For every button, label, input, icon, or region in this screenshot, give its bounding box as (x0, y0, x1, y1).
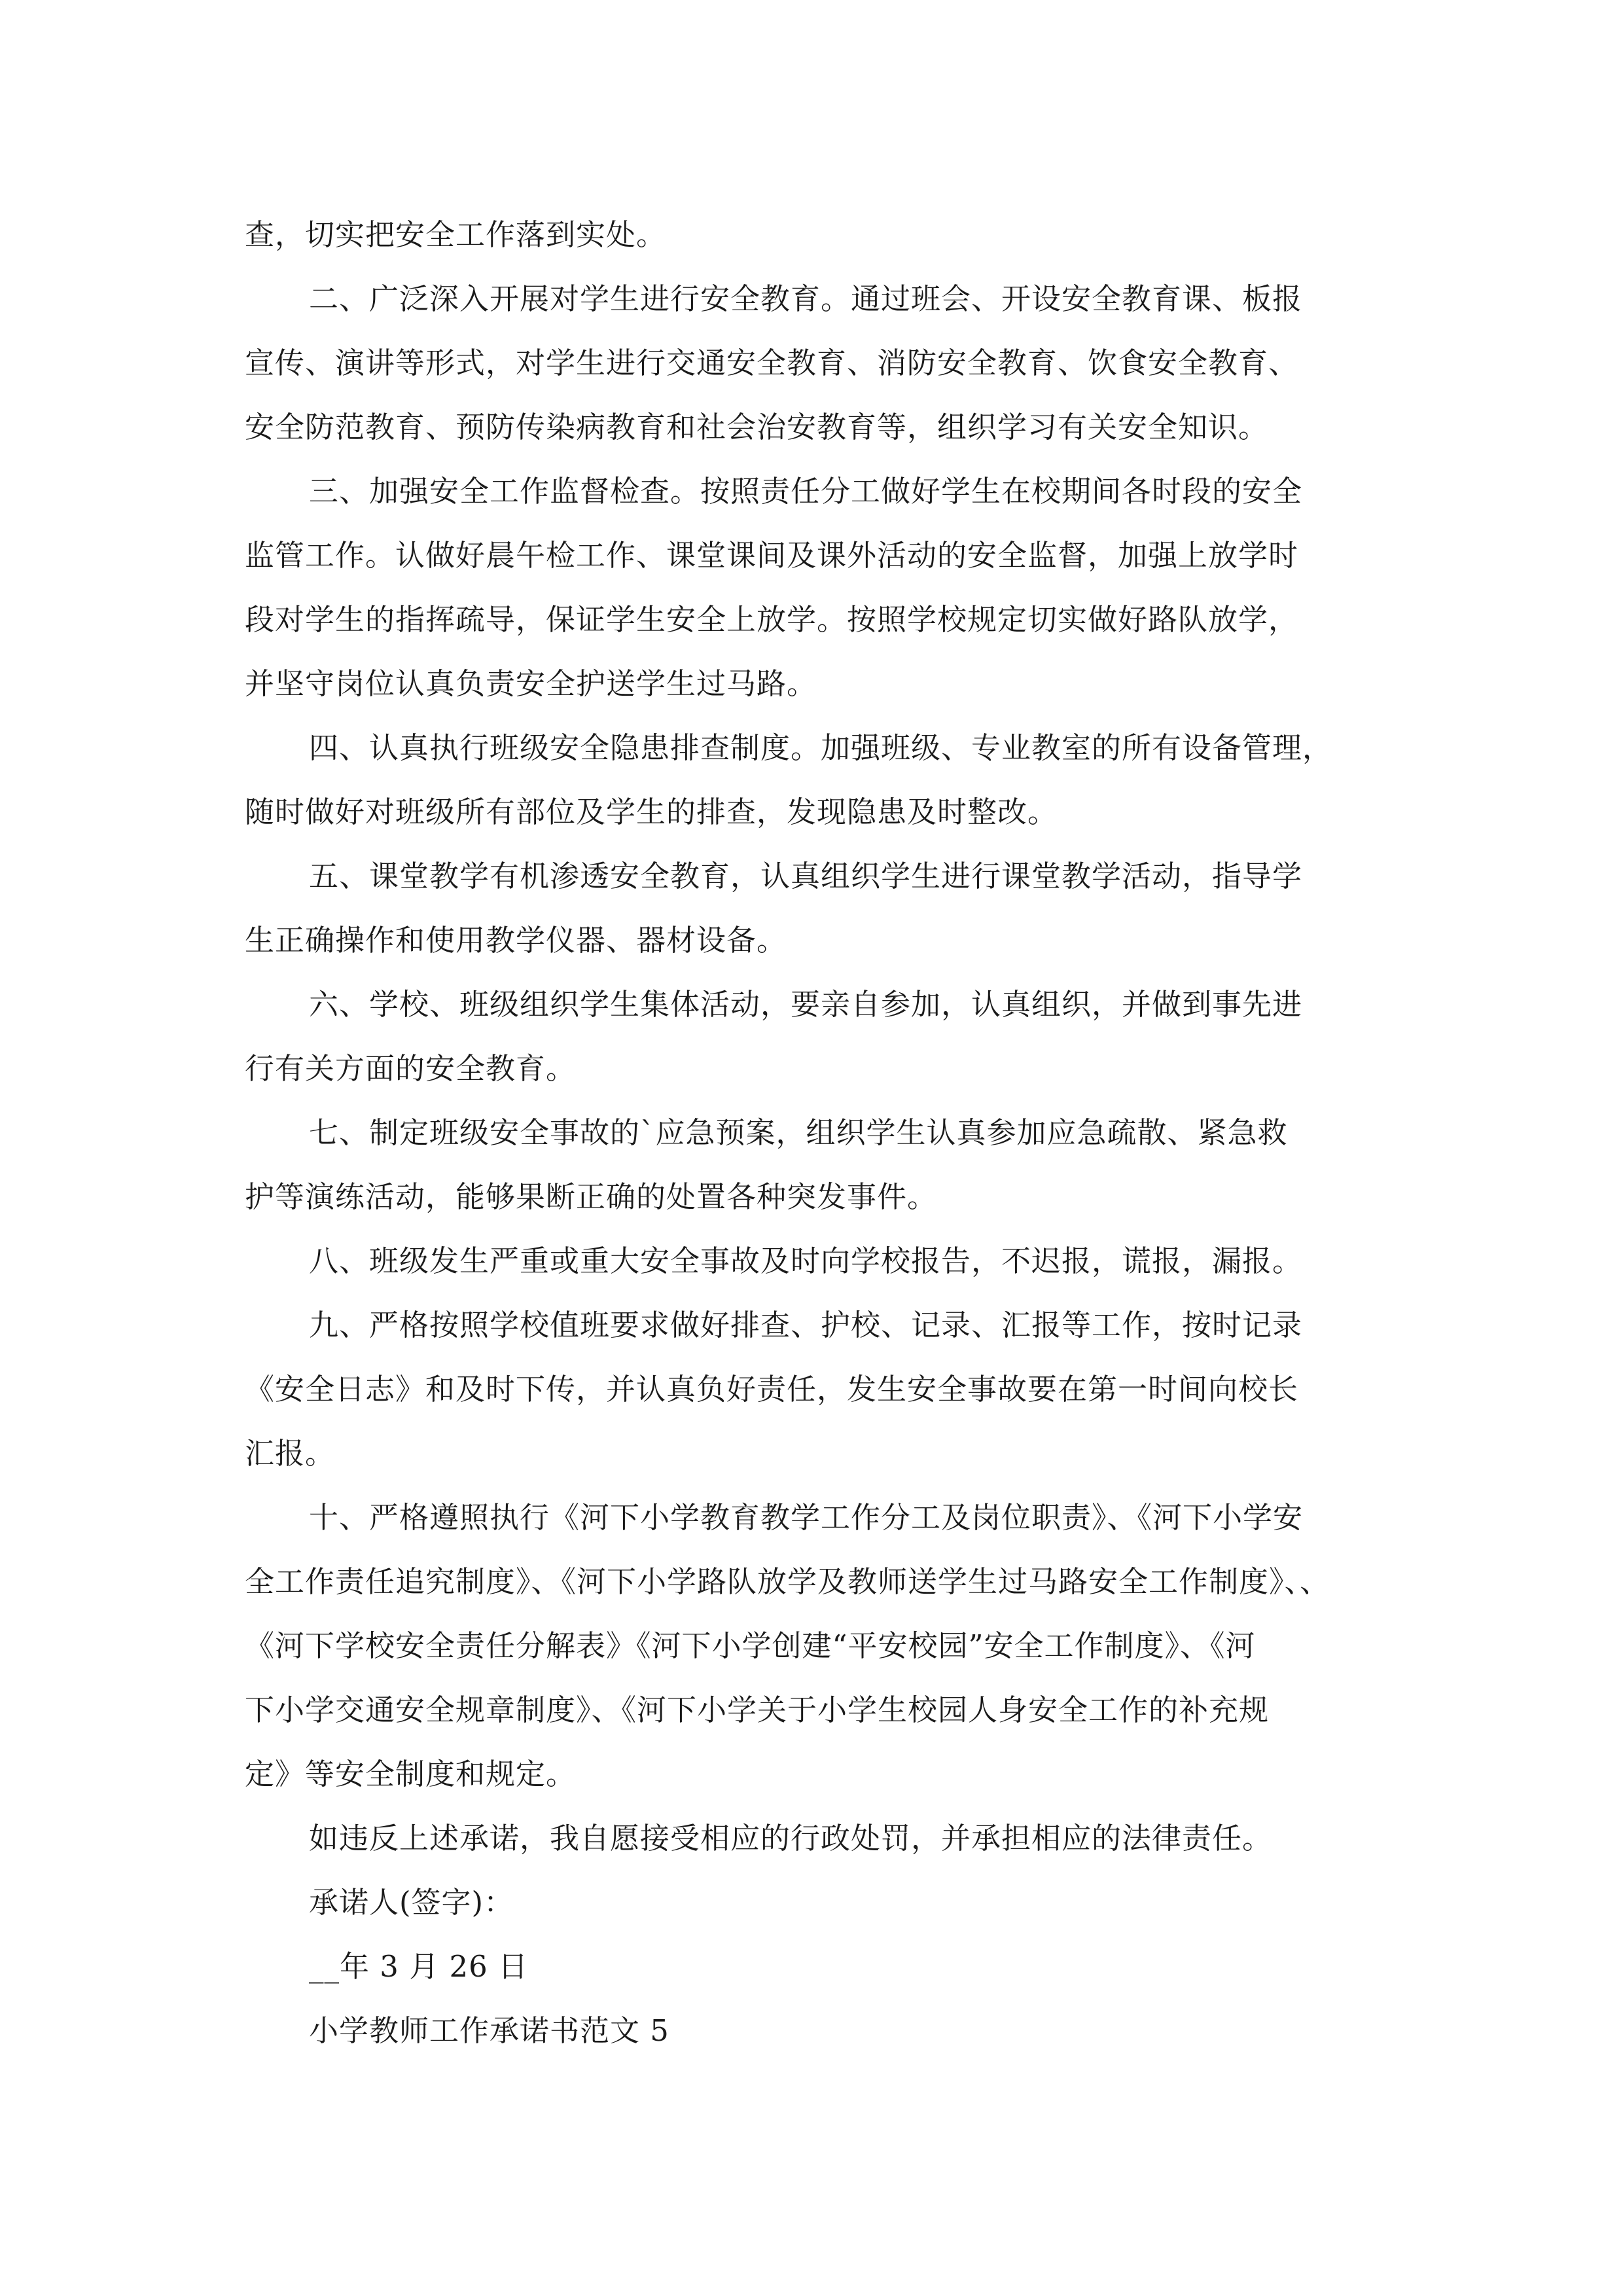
violation-statement: 如违反上述承诺，我自愿接受相应的行政处罚，并承担相应的法律责任。 (309, 1821, 1273, 1856)
date-line: __年 3 月 26 日 (309, 1949, 529, 1984)
text-line: 安全防范教育、预防传染病教育和社会治安教育等，组织学习有关安全知识。 (245, 410, 1269, 444)
document-body (245, 203, 1383, 2063)
text-line: 宣传、演讲等形式，对学生进行交通安全教育、消防安全教育、饮食安全教育、 (245, 346, 1299, 380)
text-line: 监管工作。认做好晨午检工作、课堂课间及课外活动的安全监督，加强上放学时 (245, 538, 1299, 573)
text-line: 查，切实把安全工作落到实处。 (245, 217, 667, 252)
paragraph-7-start: 七、制定班级安全事故的`应急预案，组织学生认真参加应急疏散、紧急救 (309, 1115, 1288, 1150)
text-line: 汇报。 (245, 1436, 336, 1471)
text-line: 全工作责任追究制度》、《河下小学路队放学及教师送学生过马路安全工作制度》、、 (245, 1564, 1330, 1599)
text-line: 《河下学校安全责任分解表》《河下小学创建“平安校园”安全工作制度》、《河 (245, 1628, 1256, 1663)
paragraph-8: 八、班级发生严重或重大安全事故及时向学校报告，不迟报，谎报，漏报。 (309, 1244, 1303, 1278)
paragraph-3-start: 三、加强安全工作监督检查。按照责任分工做好学生在校期间各时段的安全 (309, 474, 1303, 509)
text-line: 段对学生的指挥疏导，保证学生安全上放学。按照学校规定切实做好路队放学， (245, 602, 1299, 637)
paragraph-4-start: 四、认真执行班级安全隐患排查制度。加强班级、专业教室的所有设备管理， (309, 730, 1333, 765)
text-line: 行有关方面的安全教育。 (245, 1051, 577, 1086)
signature-line: 承诺人(签字)： (309, 1885, 514, 1920)
paragraph-9-start: 九、严格按照学校值班要求做好排查、护校、记录、汇报等工作，按时记录 (309, 1308, 1303, 1342)
text-line: 下小学交通安全规章制度》、《河下小学关于小学生校园人身安全工作的补充规 (245, 1693, 1270, 1727)
section-heading: 小学教师工作承诺书范文 5 (309, 2013, 669, 2048)
text-line: 《安全日志》和及时下传，并认真负好责任，发生安全事故要在第一时间向校长 (245, 1372, 1299, 1407)
text-line: 护等演练活动，能够果断正确的处置各种突发事件。 (245, 1179, 938, 1214)
text-line: 随时做好对班级所有部位及学生的排查，发现隐患及时整改。 (245, 795, 1058, 829)
text-line: 定》等安全制度和规定。 (245, 1757, 577, 1791)
paragraph-5-start: 五、课堂教学有机渗透安全教育，认真组织学生进行课堂教学活动，指导学 (309, 859, 1303, 893)
paragraph-6-start: 六、学校、班级组织学生集体活动，要亲自参加，认真组织，并做到事先进 (309, 987, 1303, 1022)
text-line: 并坚守岗位认真负责安全护送学生过马路。 (245, 666, 817, 701)
paragraph-10-start: 十、严格遵照执行《河下小学教育教学工作分工及岗位职责》、《河下小学安 (309, 1500, 1304, 1535)
paragraph-2-start: 二、广泛深入开展对学生进行安全教育。通过班会、开设安全教育课、板报 (309, 281, 1303, 316)
text-line: 生正确操作和使用教学仪器、器材设备。 (245, 923, 787, 958)
